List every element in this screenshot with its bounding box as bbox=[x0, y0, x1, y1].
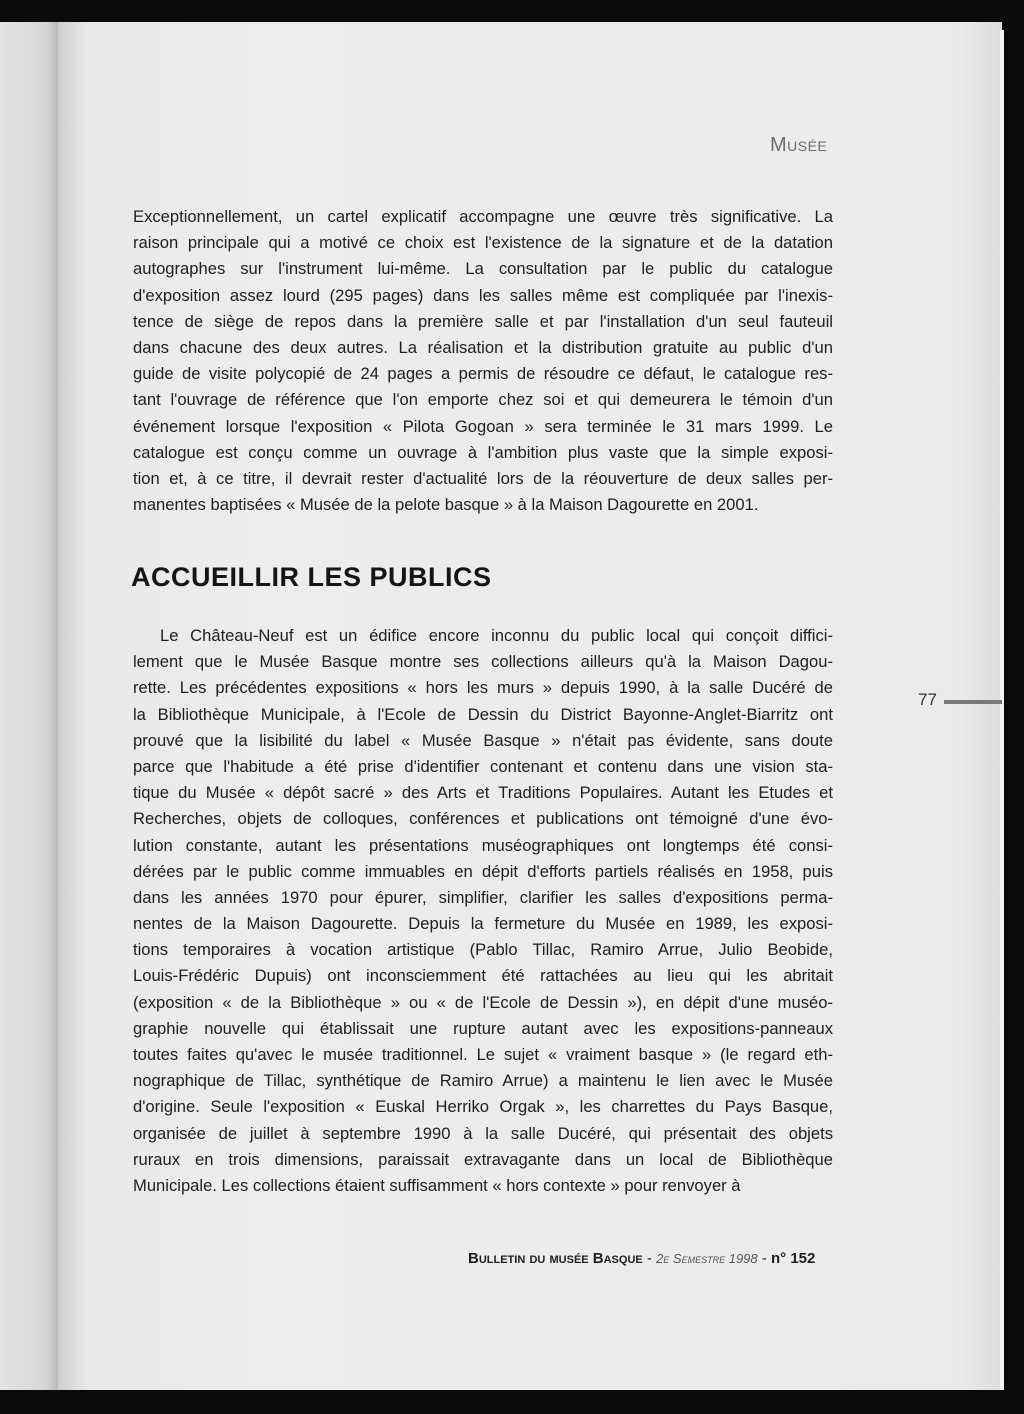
text-line: nentes de la Maison Dagourette. Depuis la fermeture du Musée en 1989, les exposi- bbox=[133, 914, 833, 934]
footer bbox=[468, 1250, 815, 1267]
text-line: lement que le Musée Basque montre ses collections ailleurs qu'à la Maison Dagou- bbox=[133, 652, 833, 672]
text-line: toutes faites qu'avec le musée traditionnel. Le sujet « vraiment basque » (le regard eth- bbox=[133, 1045, 833, 1064]
text-line: dans chacune des deux autres. La réalisation et la distribution gratuite au public d'un bbox=[133, 337, 833, 357]
text-line: tant l'ouvrage de référence que l'on emporte chez soi et qui demeurera le témoin d'un bbox=[133, 390, 833, 410]
footer-title: Bulletin du musée Basque bbox=[468, 1250, 643, 1267]
text-line: lution constante, autant les présentations muséographiques ont longtemps été consi- bbox=[133, 835, 833, 855]
text-line: parce que l'habitude a été prise d'identifier contenant et contenu dans une vision sta- bbox=[133, 756, 833, 776]
text-line: d'exposition assez lourd (295 pages) dans les salles même est compliquée par l'inexis- bbox=[133, 285, 833, 305]
text-line: tence de siège de repos dans la première salle et par l'installation d'un seul fauteuil bbox=[133, 311, 833, 331]
facing-page-edge bbox=[0, 22, 58, 1390]
text-line: autographes sur l'instrument lui-même. La consultation par le public du catalogue bbox=[133, 259, 833, 279]
text-line: tique du Musée « dépôt sacré » des Arts et Traditions Populaires. Autant les Etudes et bbox=[133, 783, 833, 803]
text-line: événement lorsque l'exposition « Pilota Gogoan » sera terminée le 31 mars 1999. Le bbox=[133, 416, 833, 436]
page-marker-bar bbox=[944, 700, 1002, 704]
text-line: Le Château-Neuf est un édifice encore inconnu du public local qui conçoit diffici- bbox=[160, 626, 833, 645]
text-line: d'origine. Seule l'exposition « Euskal Herriko Orgak », les charrettes du Pays Basque, bbox=[133, 1097, 833, 1117]
section-heading: ACCUEILLIR LES PUBLICS bbox=[131, 562, 492, 592]
text-line: organisée de juillet à septembre 1990 à la salle Ducéré, qui présentait des objets bbox=[133, 1123, 833, 1143]
text-line: dérées par le public comme immuables en dépit d'efforts partiels réalisés en 1958, puis bbox=[133, 861, 833, 881]
paragraph-1 bbox=[133, 204, 833, 518]
text-line: Municipale. Les collections étaient suffisamment « hors contexte » pour renvoyer à bbox=[133, 1175, 741, 1195]
footer-separator: - bbox=[642, 1250, 657, 1267]
text-line: la Bibliothèque Municipale, à l'Ecole de Dessin du District Bayonne-Anglet-Biarritz ont bbox=[133, 704, 833, 724]
text-line: nographique de Tillac, synthétique de Ramiro Arrue) a maintenu le lien avec le Musée bbox=[133, 1071, 833, 1091]
footer-issue-number: n° 152 bbox=[770, 1250, 816, 1267]
text-line: (exposition « de la Bibliothèque » ou « de l'Ecole de Dessin »), en dépit d'une muséo- bbox=[133, 992, 833, 1012]
text-line: Recherches, objets de colloques, conférences et publications ont témoigné d'une évo- bbox=[133, 809, 833, 829]
page-edge bbox=[1000, 30, 1004, 1390]
text-line: tion et, à ce titre, il devrait rester d'actualité lors de la réouverture de deux salles per- bbox=[133, 468, 833, 488]
footer-separator: - bbox=[757, 1250, 771, 1267]
footer-period: 2e Semestre 1998 bbox=[656, 1251, 758, 1266]
text-line: Louis-Frédéric Dupuis) ont inconsciemment été rattachées au lieu qui les abritait bbox=[133, 966, 833, 986]
text-line: rette. Les précédentes expositions « hors les murs » depuis 1990, à la salle Ducéré de bbox=[133, 678, 833, 698]
text-line: raison principale qui a motivé ce choix est l'existence de la signature et de la datation bbox=[133, 233, 833, 253]
text-line: catalogue est conçu comme un ouvrage à l'ambition plus vaste que la simple exposi- bbox=[133, 442, 833, 462]
paragraph-2 bbox=[133, 623, 833, 1199]
page-number: 77 bbox=[918, 690, 937, 709]
running-head: Musée bbox=[770, 134, 828, 156]
text-line: manentes baptisées « Musée de la pelote basque » à la Maison Dagourette en 2001. bbox=[133, 495, 759, 515]
text-line: guide de visite polycopié de 24 pages a permis de résoudre ce défaut, le catalogue res- bbox=[133, 364, 833, 384]
text-line: ruraux en trois dimensions, paraissait extravagante dans un local de Bibliothèque bbox=[133, 1149, 833, 1169]
text-line: dans les années 1970 pour épurer, simplifier, clarifier les salles d'expositions perma- bbox=[133, 887, 833, 907]
text-line: graphie nouvelle qui établissait une rupture autant avec les expositions-panneaux bbox=[133, 1018, 833, 1038]
text-line: tions temporaires à vocation artistique (Pablo Tillac, Ramiro Arrue, Julio Beobide, bbox=[133, 940, 833, 960]
text-line: prouvé que la lisibilité du label « Musée Basque » n'était pas évidente, sans doute bbox=[133, 730, 833, 750]
text-line: Exceptionnellement, un cartel explicatif accompagne une œuvre très significative. La bbox=[133, 207, 833, 226]
